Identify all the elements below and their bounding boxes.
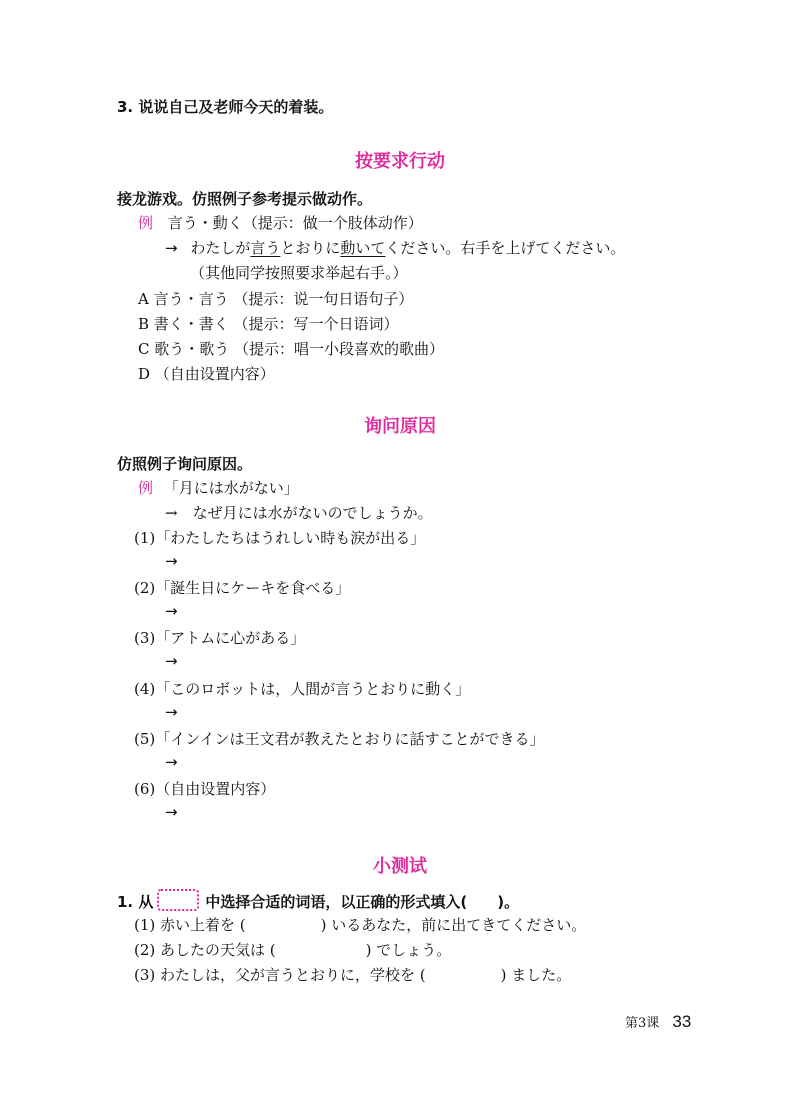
page-footer <box>625 1012 691 1032</box>
section2-example-answer: → なぜ月には水がないのでしょうか。 <box>165 504 433 522</box>
list-item: C 歌う・歌う （提示：唱一小段喜欢的歌曲） <box>138 340 445 358</box>
section1-example <box>138 212 423 233</box>
lesson-label: 第3课 <box>625 1016 660 1031</box>
list-item: (5)「インインは王文君が教えたとおりに話すことができる」 <box>134 730 545 748</box>
example-prompt: 「月には水がない」 <box>163 479 299 497</box>
answer-text: わたしが <box>190 239 251 257</box>
arrow-icon: → <box>165 239 178 257</box>
section2-instruction: 仿照例子询问原因。 <box>117 455 253 473</box>
arrow-icon: → <box>165 552 178 570</box>
list-item: (4)「このロボットは，人間が言うとおりに動く」 <box>134 680 471 698</box>
list-item: (2) あしたの天気は ( ) でしょう。 <box>134 941 452 959</box>
section1-instruction: 接龙游戏。仿照例子参考提示做动作。 <box>117 190 373 208</box>
section-title-ask-reasons: 询问原因 <box>364 416 436 437</box>
arrow-icon: → <box>165 602 178 620</box>
answer-text: とおりに <box>280 239 341 257</box>
arrow-icon: → <box>165 703 178 721</box>
word-box-placeholder <box>157 889 199 911</box>
quiz-question-1 <box>117 889 519 912</box>
question-text: 中选择合适的词语，以正确的形式填入( )。 <box>205 893 520 911</box>
list-item: (2)「誕生日にケーキを食べる」 <box>134 579 351 597</box>
arrow-icon: → <box>165 753 178 771</box>
list-item: D （自由设置内容） <box>138 365 275 383</box>
list-item: (6)（自由设置内容） <box>134 780 276 798</box>
arrow-icon: → <box>165 803 178 821</box>
example-label: 例 <box>138 214 154 232</box>
underlined-word: 言う <box>250 239 281 257</box>
example-prompt: 言う・動く（提示：做一个肢体动作） <box>167 214 423 232</box>
section1-example-note: （其他同学按照要求举起右手。） <box>190 264 408 282</box>
list-item: (1) 赤い上着を ( ) いるあなた，前に出てきてください。 <box>134 916 587 934</box>
answer-text: ください。右手を上げてください。 <box>385 239 626 257</box>
page-number: 33 <box>672 1012 692 1031</box>
list-item: (1)「わたしたちはうれしい時も涙が出る」 <box>134 529 426 547</box>
section-title-quiz: 小测试 <box>373 856 427 877</box>
question-3: 3. 说说自己及老师今天的着装。 <box>117 98 334 116</box>
underlined-word: 動いて <box>340 239 386 257</box>
section2-example <box>138 477 299 498</box>
section1-example-answer <box>165 237 625 258</box>
question-text: 1. 从 <box>117 893 154 911</box>
example-label: 例 <box>138 479 154 497</box>
list-item: (3)「アトムに心がある」 <box>134 629 306 647</box>
section-title-follow-instructions: 按要求行动 <box>355 151 445 172</box>
list-item: (3) わたしは，父が言うとおりに，学校を ( ) ました。 <box>134 966 572 984</box>
list-item: A 言う・言う （提示：说一句日语句子） <box>138 290 414 308</box>
arrow-icon: → <box>165 652 178 670</box>
list-item: B 書く・書く （提示：写一个日语词） <box>138 315 399 333</box>
